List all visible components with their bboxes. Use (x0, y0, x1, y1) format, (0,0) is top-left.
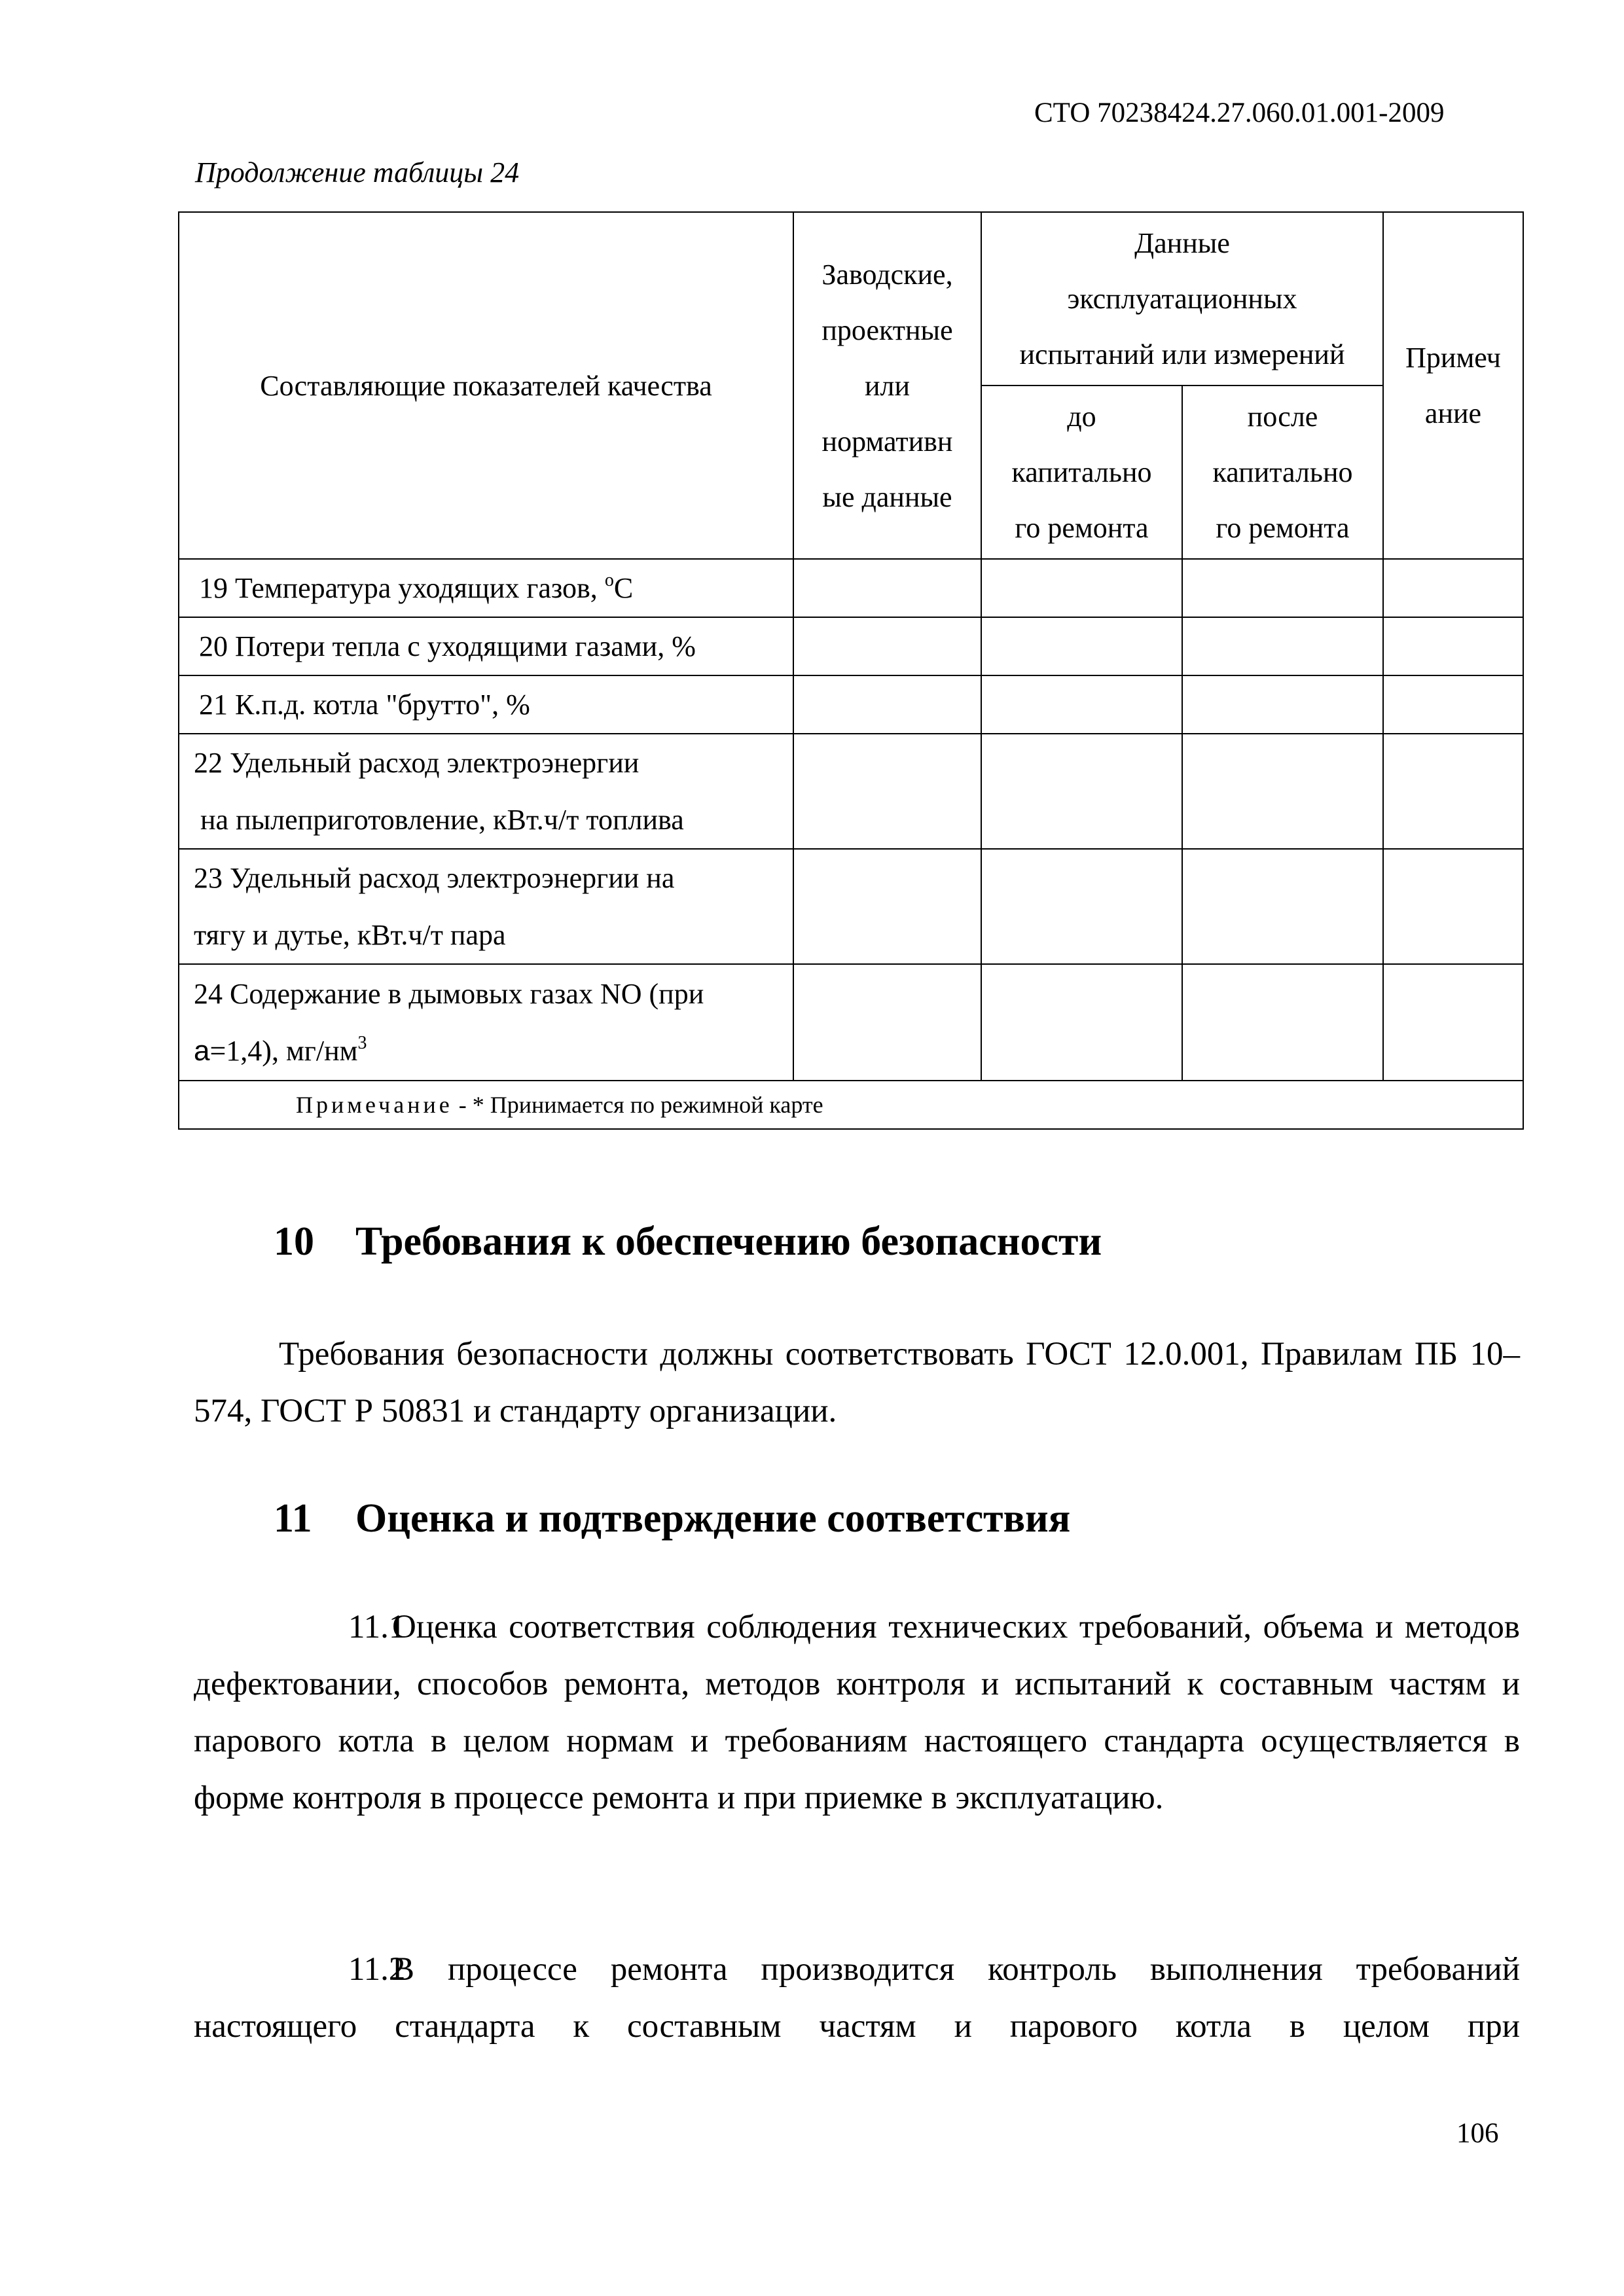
header-text-line: или (864, 369, 911, 402)
header-text-line: испытаний или измерений (1019, 338, 1345, 370)
row-text: 19 Температура уходящих газов, (199, 572, 605, 604)
header-before-repair (981, 386, 1182, 559)
table-cell (1383, 734, 1523, 849)
page-number: 106 (1456, 2118, 1499, 2149)
row-text-line: 22 Удельный расход электроэнергии (194, 747, 640, 779)
section-number: 10 (274, 1219, 314, 1264)
table-cell (981, 849, 1182, 964)
header-quality-components (179, 212, 793, 559)
cubic-superscript: 3 (357, 1033, 367, 1053)
quality-indicators-table (178, 211, 1524, 1130)
row-unit: С (613, 572, 634, 604)
header-text-line: го ремонта (1216, 512, 1350, 544)
table-row (179, 675, 1523, 734)
table-caption: Продолжение таблицы 24 (195, 156, 520, 188)
header-text-line: ые данные (822, 480, 952, 513)
table-cell (793, 849, 981, 964)
table-cell (1383, 964, 1523, 1081)
paragraph-number: 11.2 (348, 1951, 406, 1988)
table-row (179, 849, 1523, 964)
table-cell (1383, 559, 1523, 617)
table-cell (981, 559, 1182, 617)
header-text-line: нормативн (821, 425, 953, 457)
row-text: =1,4), мг/нм (209, 1035, 358, 1067)
table-row (179, 559, 1523, 617)
table-cell (1182, 675, 1383, 734)
note-label: Примечание (296, 1092, 453, 1118)
section-10-paragraph: Требования безопасности должны соответствовать ГОСТ 12.0.001, Правилам ПБ 10–574, ГОСТ Р 50831 и стандарту организации. (194, 1336, 1520, 1429)
paragraph-text: Оценка соответствия соблюдения технических требований, объема и методов дефектовании, способов ремонта, методов контроля и испытаний к составным частям и парового котла в целом нормам и требованиям настоящего стандарта осуществляется в форме контроля в процессе ремонта и при приемке в эксплуатацию. (194, 1609, 1520, 1816)
table-cell (793, 617, 981, 675)
table-cell (981, 675, 1182, 734)
document-code: СТО 70238424.27.060.01.001-2009 (1034, 98, 1445, 128)
table-cell (1182, 734, 1383, 849)
table-cell (793, 559, 981, 617)
paragraph-11-1 (194, 1599, 1520, 1827)
degree-superscript: о (604, 570, 614, 590)
header-text-line: проектные (821, 314, 953, 346)
table-cell (981, 964, 1182, 1081)
header-after-repair (1182, 386, 1383, 559)
section-title: Требования к обеспечению безопасности (355, 1219, 1102, 1264)
row-label (179, 559, 793, 617)
row-label (179, 964, 793, 1081)
table-row (179, 617, 1523, 675)
header-text-line: капитально (1011, 456, 1152, 488)
header-operational-data (981, 212, 1383, 386)
table-cell (1182, 617, 1383, 675)
table-cell (793, 964, 981, 1081)
section-10-heading (274, 1219, 1102, 1265)
header-text-line: Примеч (1405, 342, 1501, 374)
paragraph-text: В процессе ремонта производится контроль выполнения требований настоящего стандарта к составным частям и парового котла в целом при (194, 1951, 1520, 2045)
section-number: 11 (274, 1496, 312, 1541)
header-text-line: эксплуатационных (1067, 283, 1297, 315)
header-remarks (1383, 212, 1523, 559)
header-text-line: Данные (1134, 227, 1230, 259)
header-factory-data (793, 212, 981, 559)
table-note-row (179, 1081, 1523, 1129)
table-cell (1383, 849, 1523, 964)
header-quality-label: Составляющие показателей качества (260, 369, 712, 402)
row-label (179, 734, 793, 849)
table-note (179, 1081, 1523, 1129)
row-text-line: тягу и дутье, кВт.ч/т пара (194, 919, 506, 951)
table-cell (1383, 617, 1523, 675)
paragraph-number: 11.1 (348, 1609, 406, 1645)
header-text-line: капитально (1212, 456, 1353, 488)
row-text-line: 23 Удельный расход электроэнергии на (194, 862, 675, 894)
table-cell (981, 734, 1182, 849)
table-cell (1182, 849, 1383, 964)
row-label: 20 Потери тепла с уходящими газами, % (179, 617, 793, 675)
header-text-line: го ремонта (1015, 512, 1149, 544)
row-text-line: на пылеприготовление, кВт.ч/т топлива (200, 804, 684, 836)
alpha-symbol: a (194, 1035, 210, 1067)
table-cell (1182, 559, 1383, 617)
table-cell (793, 734, 981, 849)
header-text-line: до (1067, 401, 1096, 433)
row-text-line (194, 1022, 793, 1079)
table-cell (1182, 964, 1383, 1081)
paragraph-11-2 (194, 1941, 1520, 2055)
table-row (179, 964, 1523, 1081)
table-cell (981, 617, 1182, 675)
row-text-line: 24 Содержание в дымовых газах NO (при (194, 978, 704, 1010)
section-11-heading (274, 1496, 1070, 1542)
row-label (179, 849, 793, 964)
row-label: 21 К.п.д. котла "брутто", % (179, 675, 793, 734)
table-cell (793, 675, 981, 734)
header-text-line: Заводские, (821, 258, 953, 291)
section-title: Оценка и подтверждение соответствия (355, 1496, 1071, 1541)
table-cell (1383, 675, 1523, 734)
table-row (179, 734, 1523, 849)
header-text-line: после (1247, 401, 1318, 433)
header-text-line: ание (1424, 397, 1482, 429)
note-text: - * Принимается по режимной карте (452, 1092, 823, 1118)
